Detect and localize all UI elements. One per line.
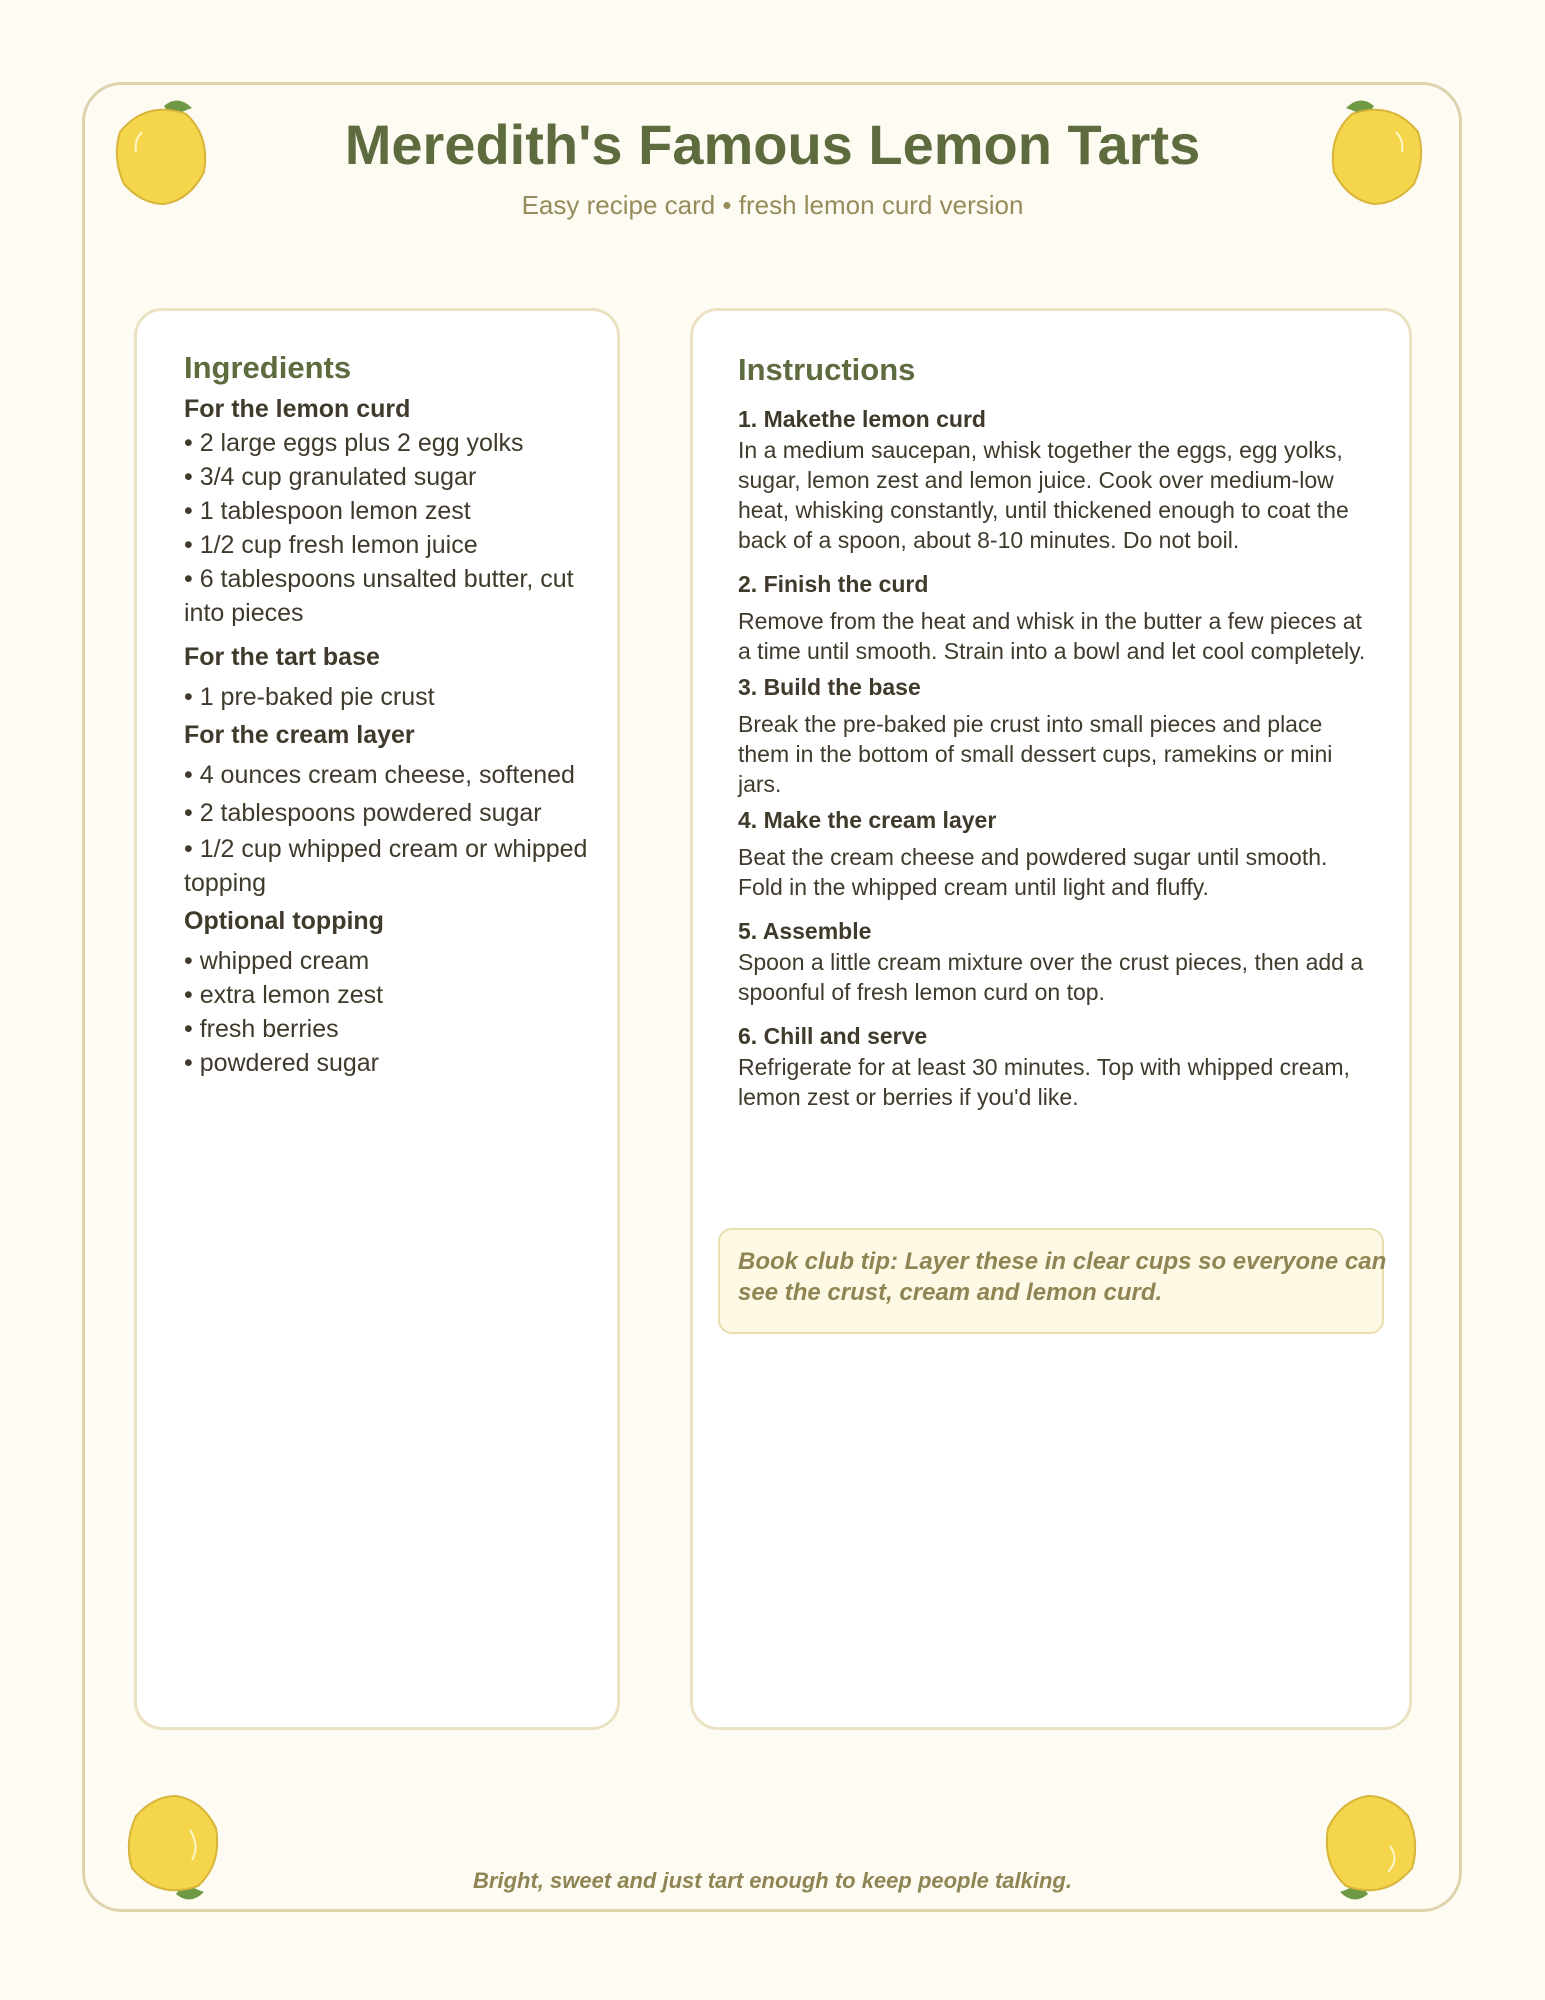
step-text: Refrigerate for at least 30 minutes. Top with whipped cream, lemon zest or berries if you'd like.	[738, 1054, 1350, 1110]
ingredient-item: • powdered sugar	[184, 1049, 379, 1077]
group-heading: For the lemon curd	[184, 395, 411, 423]
ingredients-heading: Ingredients	[184, 350, 352, 385]
ingredient-item: • 2 large eggs plus 2 egg yolks	[184, 429, 524, 457]
step-title: 2. Finish the curd	[738, 571, 929, 597]
step-title: 6. Chill and serve	[738, 1023, 928, 1049]
ingredient-item: • 3/4 cup granulated sugar	[184, 463, 477, 491]
page-subtitle: Easy recipe card • fresh lemon curd version	[521, 190, 1024, 220]
step-text: Remove from the heat and whisk in the butter a few pieces at a time until smooth. Strain into a bowl and let cool completely.	[738, 608, 1366, 664]
step-text: In a medium saucepan, whisk together the eggs, egg yolks, sugar, lemon zest and lemon juice. Cook over medium-low heat, whisking constantly, until thickened enough to coat the back of a spoon, about 8-10 minutes. Do not boil.	[738, 437, 1349, 553]
step-title: 5. Assemble	[738, 918, 872, 944]
ingredient-item: • fresh berries	[184, 1015, 339, 1043]
page-title: Meredith's Famous Lemon Tarts	[344, 113, 1201, 176]
ingredient-item: • whipped cream	[184, 947, 370, 975]
footer-tagline: Bright, sweet and just tart enough to keep people talking.	[473, 1868, 1072, 1893]
group-heading: Optional topping	[184, 907, 384, 935]
step-title: 4. Make the cream layer	[738, 807, 997, 833]
step-title: 1. Makethe lemon curd	[738, 406, 986, 432]
ingredient-item: • extra lemon zest	[184, 981, 384, 1009]
ingredient-item: • 2 tablespoons powdered sugar	[184, 799, 542, 827]
ingredient-item: • 1/2 cup fresh lemon juice	[184, 531, 478, 559]
ingredient-item: • 4 ounces cream cheese, softened	[184, 761, 575, 789]
group-heading: For the cream layer	[184, 721, 415, 749]
step-text: Break the pre-baked pie crust into small pieces and place them in the bottom of small dessert cups, ramekins or mini jars.	[738, 711, 1333, 797]
group-heading: For the tart base	[184, 643, 380, 671]
step-text: Spoon a little cream mixture over the crust pieces, then add a spoonful of fresh lemon curd on top.	[738, 949, 1364, 1005]
instructions-section	[738, 352, 1378, 1112]
tip-text: Book club tip: Layer these in clear cups so everyone can see the crust, cream and lemon curd.	[738, 1248, 1387, 1306]
step-title: 3. Build the base	[738, 674, 921, 700]
ingredient-item: • 1 tablespoon lemon zest	[184, 497, 471, 525]
ingredient-item: • 1/2 cup whipped cream or whipped topping	[184, 835, 588, 897]
instructions-heading: Instructions	[738, 352, 916, 387]
step-text: Beat the cream cheese and powdered sugar until smooth. Fold in the whipped cream until light and fluffy.	[738, 844, 1328, 900]
ingredient-item: • 6 tablespoons unsalted butter, cut into pieces	[184, 565, 574, 627]
ingredients-section	[184, 350, 604, 1080]
ingredient-item: • 1 pre-baked pie crust	[184, 683, 435, 711]
